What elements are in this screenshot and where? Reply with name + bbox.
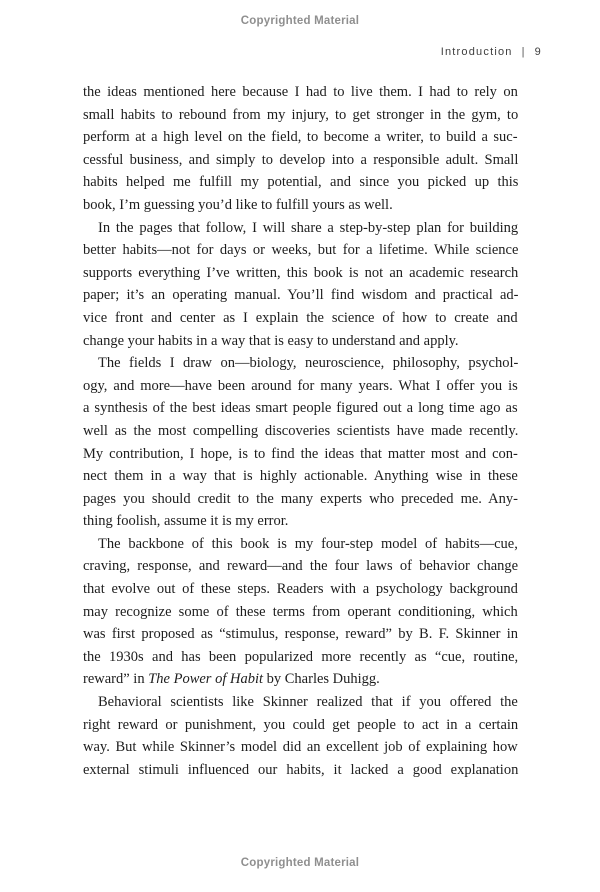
text-run: The backbone of this book is my four-step model of habits—cue, xyxy=(98,535,518,552)
copyright-notice-top: Copyrighted Material xyxy=(240,15,360,27)
text-run: ogy, and more—have been around for many years. What I offer you is xyxy=(83,377,518,394)
text-run: better habits—not for days or weeks, but for a lifetime. While science xyxy=(83,242,519,259)
header-separator: | xyxy=(521,46,526,58)
page-header xyxy=(441,46,542,58)
text-line xyxy=(83,533,518,556)
text-run: the 1930s and has been popularized more recently as “cue, routine, xyxy=(83,648,519,665)
text-line xyxy=(83,691,518,714)
text-line xyxy=(83,149,518,172)
text-run: vice front and center as I explain the science of how to create and xyxy=(83,309,518,326)
text-run: cessful business, and simply to develop into a responsible adult. Small xyxy=(83,151,519,168)
text-run: craving, response, and reward—and the four laws of behavior change xyxy=(83,558,519,575)
text-run: reward” in xyxy=(83,671,149,688)
text-line xyxy=(83,646,518,669)
text-run: supports everything I’ve written, this book is not an academic research xyxy=(83,264,519,281)
text-line xyxy=(83,443,518,466)
text-run: book, I’m guessing you’d like to fulfill yours as well. xyxy=(83,196,393,213)
text-run: paper; it’s an operating manual. You’ll find wisdom and practical ad- xyxy=(83,287,519,304)
text-run: nect them in a way that is highly actionable. Anything wise in these xyxy=(83,468,518,485)
copyright-notice-bottom: Copyrighted Material xyxy=(240,857,360,869)
text-run: external stimuli influenced our habits, it lacked a good explanation xyxy=(83,761,519,778)
page-number: 9 xyxy=(534,46,542,58)
text-run: small habits to rebound from my injury, to get stronger in the gym, to xyxy=(83,106,519,123)
text-run: thing foolish, assume it is my error. xyxy=(83,513,289,530)
text-line xyxy=(83,171,518,194)
text-run: well as the most compelling discoveries scientists have made recently. xyxy=(83,422,519,439)
text-run: may recognize some of these terms from operant conditioning, which xyxy=(83,603,518,620)
book-title-italic: The Power of Habit xyxy=(148,671,264,688)
text-line xyxy=(83,465,518,488)
text-run: pages you should credit to the many experts who preceded me. Any- xyxy=(83,490,518,507)
text-block xyxy=(83,81,518,781)
text-line xyxy=(83,510,518,533)
text-run: habits helped me fulfill my potential, and since you picked up this xyxy=(83,174,519,191)
text-line xyxy=(83,194,518,217)
text-line xyxy=(83,239,518,262)
text-line xyxy=(83,601,518,624)
text-line xyxy=(83,555,518,578)
text-line xyxy=(83,284,518,307)
text-run: way. But while Skinner’s model did an excellent job of explaining how xyxy=(83,739,518,756)
text-line xyxy=(83,104,518,127)
text-line xyxy=(83,714,518,737)
chapter-title: Introduction xyxy=(440,46,513,58)
text-line xyxy=(83,488,518,511)
text-run: right reward or punishment, you could get people to act in a certain xyxy=(83,716,519,733)
text-line xyxy=(83,307,518,330)
text-line xyxy=(83,217,518,240)
text-run: by Charles Duhigg. xyxy=(263,671,380,688)
text-run: My contribution, I hope, is to find the ideas that matter most and con- xyxy=(83,445,518,462)
text-run: that evolve out of these steps. Readers with a psychology background xyxy=(83,581,518,598)
text-run: In the pages that follow, I will share a step-by-step plan for building xyxy=(98,219,519,236)
text-run: the ideas mentioned here because I had to live them. I had to rely on xyxy=(83,84,518,100)
text-run: was first proposed as “stimulus, response, reward” by B. F. Skinner in xyxy=(83,626,519,643)
text-line xyxy=(83,578,518,601)
text-line xyxy=(83,375,518,398)
text-line xyxy=(83,352,518,375)
text-run: a synthesis of the best ideas smart people figured out a long time ago as xyxy=(83,400,518,417)
text-run: The fields I draw on—biology, neuroscience, philosophy, psychol- xyxy=(98,355,519,372)
text-line xyxy=(83,126,518,149)
text-run: change your habits in a way that is easy to understand and apply. xyxy=(83,332,459,349)
text-line xyxy=(83,262,518,285)
text-run: Behavioral scientists like Skinner realized that if you offered the xyxy=(98,694,518,711)
text-line xyxy=(83,420,518,443)
text-line xyxy=(83,397,518,420)
text-line xyxy=(83,81,518,104)
text-line xyxy=(83,736,518,759)
text-run: perform at a high level on the field, to become a writer, to build a suc- xyxy=(83,129,518,146)
text-line xyxy=(83,668,518,691)
text-line xyxy=(83,759,518,782)
text-line xyxy=(83,623,518,646)
text-line xyxy=(83,330,518,353)
